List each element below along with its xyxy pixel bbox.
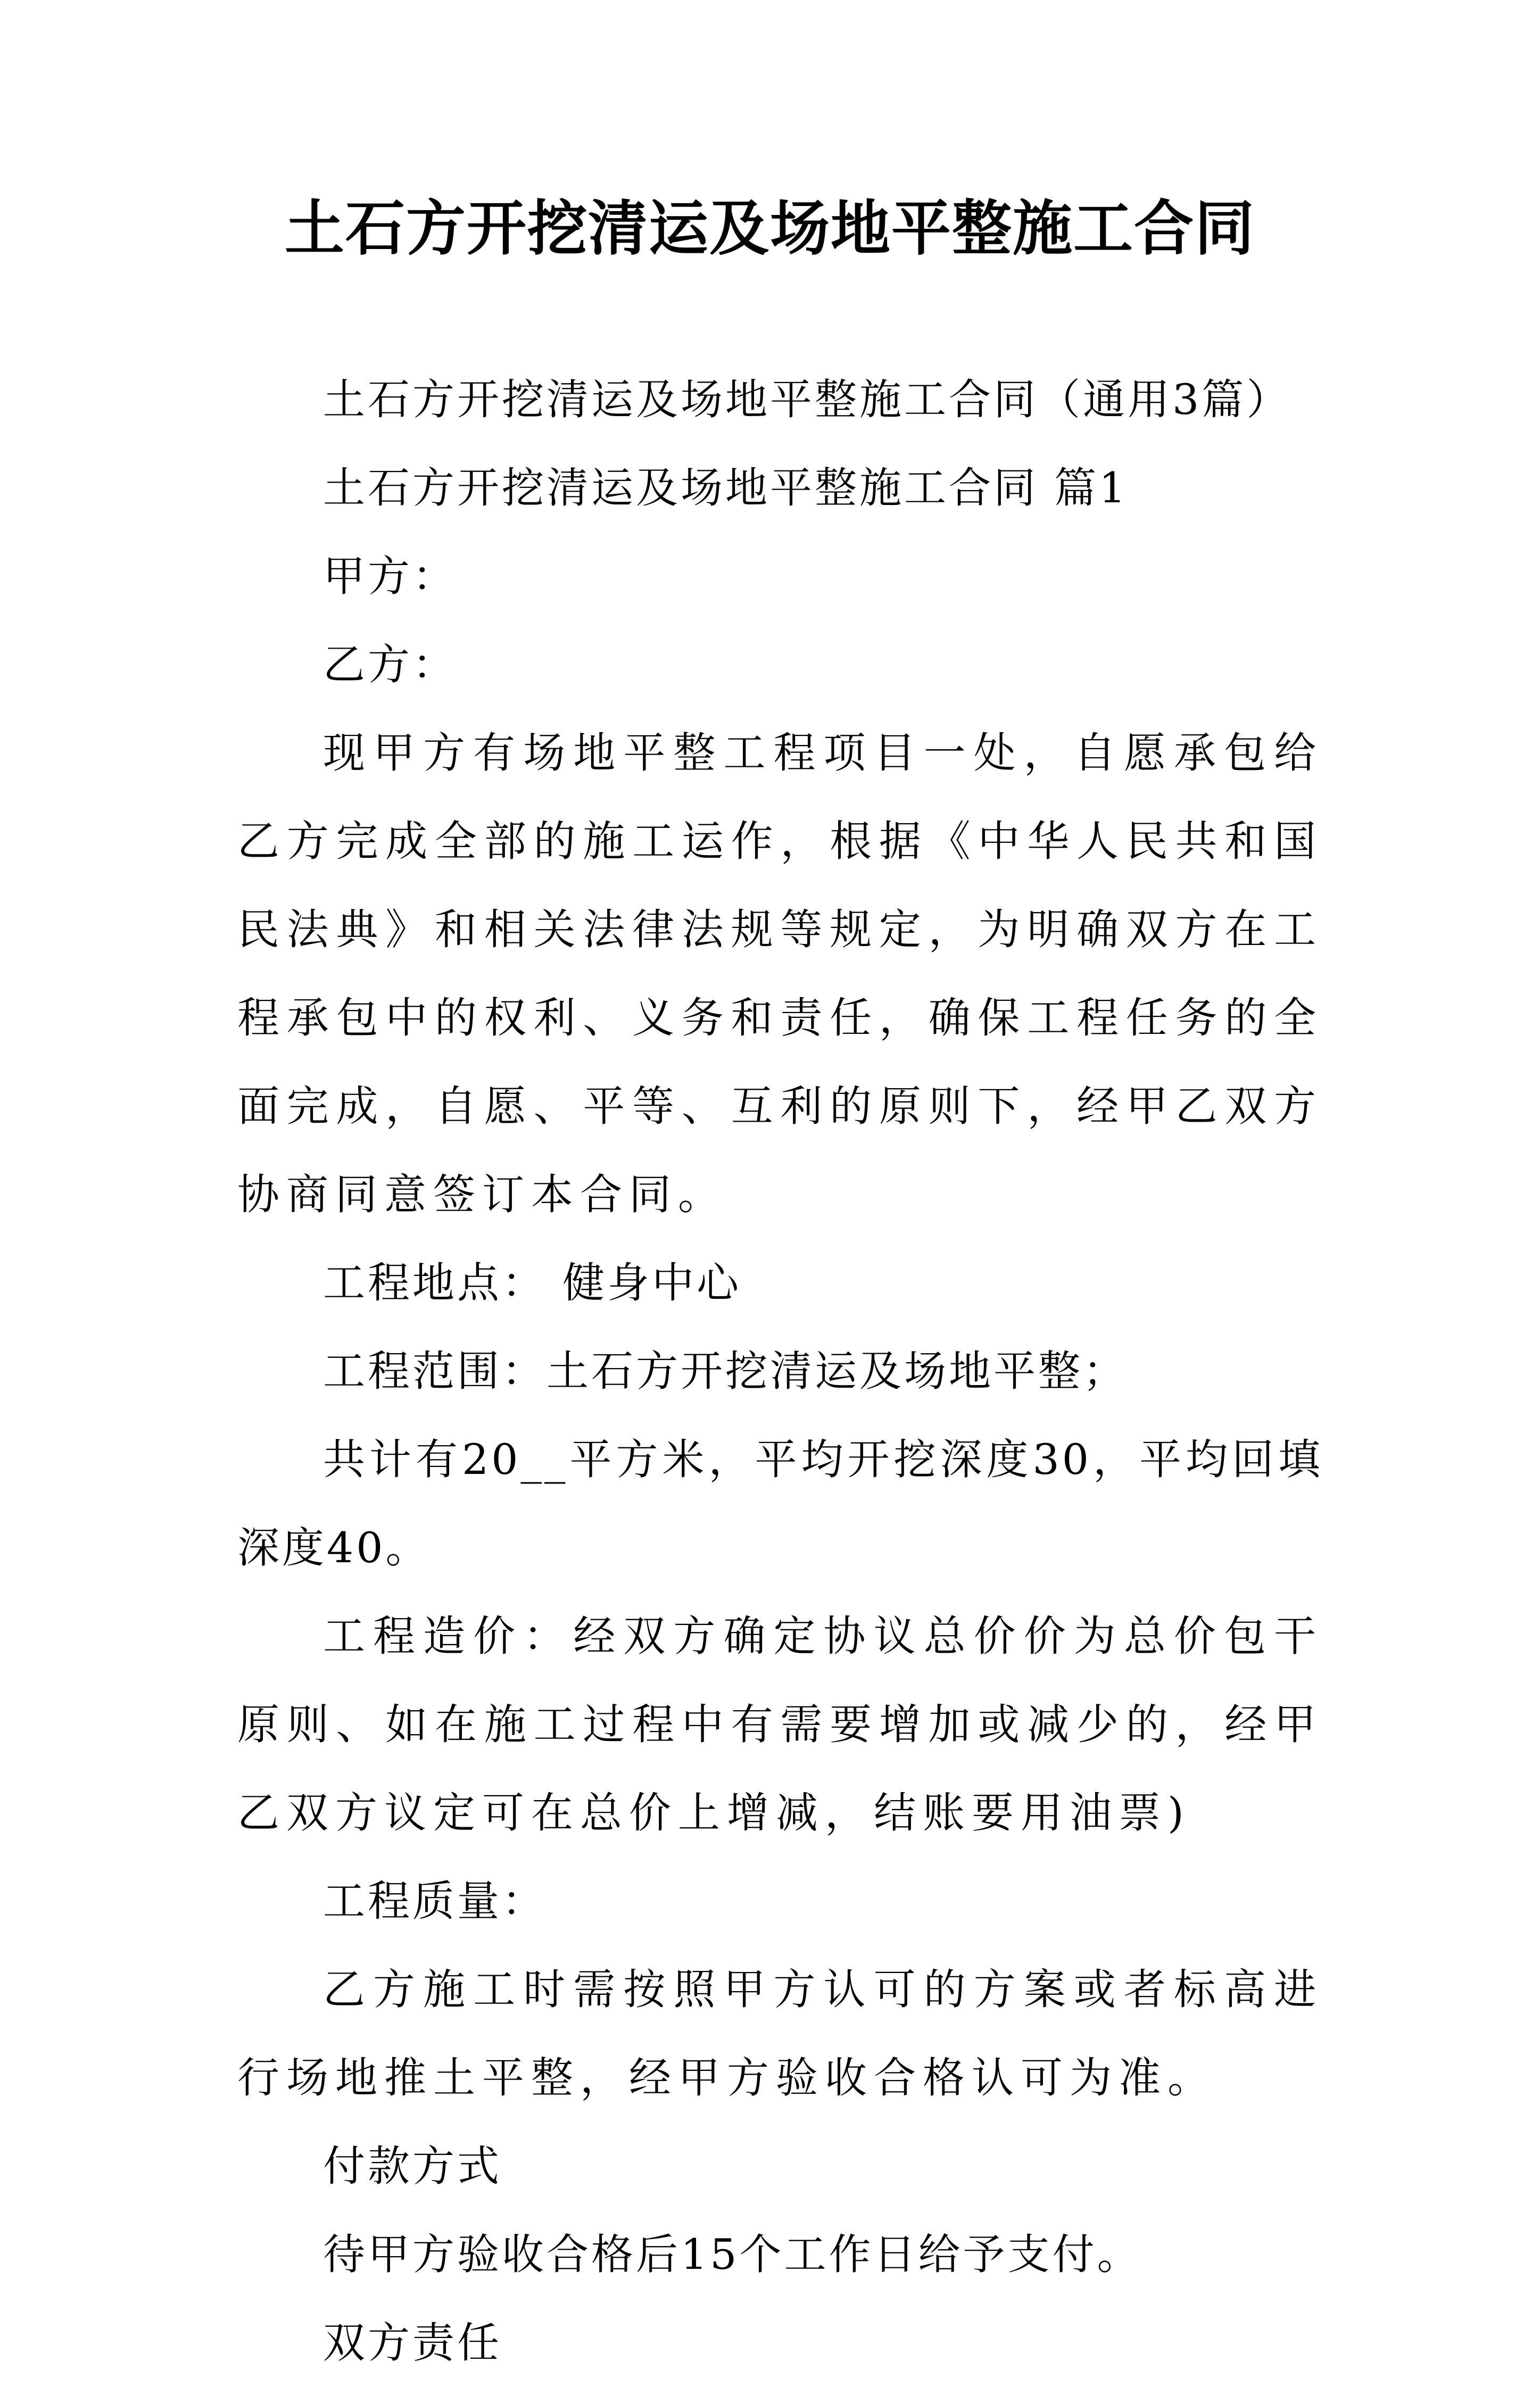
paragraph-project-price: 工程造价：经双方确定协议总价价为总价包干原则、如在施工过程中有需要增加或减少的，经甲乙双方议定可在总价上增减，结账要用油票) — [237, 1612, 1323, 1837]
paragraph-payment-heading: 付款方式 — [323, 2142, 502, 2191]
paragraph-project-scope: 工程范围：土石方开挖清运及场地平整； — [323, 1347, 1128, 1396]
paragraph-responsibility-heading: 双方责任 — [323, 2318, 502, 2367]
paragraph-payment-text: 待甲方验收合格后15个工作日给予支付。 — [323, 2230, 1142, 2279]
paragraph-party-a: 甲方： — [323, 552, 457, 601]
document-body — [237, 355, 1323, 2387]
paragraph-subtitle: 土石方开挖清运及场地平整施工合同（通用3篇） — [323, 375, 1291, 424]
paragraph-project-location: 工程地点： 健身中心 — [323, 1258, 742, 1307]
paragraph-quality-heading: 工程质量： — [323, 1877, 547, 1926]
paragraph-preamble: 现甲方有场地平整工程项目一处，自愿承包给乙方完成全部的施工运作，根据《中华人民共和国民法典》和相关法律法规等规定，为明确双方在工程承包中的权利、义务和责任，确保工程任务的全面完成，自愿、平等、互利的原则下，经甲乙双方协商同意签订本合同。 — [237, 728, 1323, 1219]
paragraph-party-b: 乙方： — [323, 640, 457, 689]
paragraph-project-quantity: 共计有20__平方米，平均开挖深度30，平均回填深度40。 — [237, 1435, 1323, 1572]
paragraph-part-heading: 土石方开挖清运及场地平整施工合同 篇1 — [323, 463, 1129, 512]
document-title: 土石方开挖清运及场地平整施工合同 — [285, 194, 1255, 263]
paragraph-quality-text: 乙方施工时需按照甲方认可的方案或者标高进行场地推土平整，经甲方验收合格认可为准。 — [237, 1965, 1323, 2102]
